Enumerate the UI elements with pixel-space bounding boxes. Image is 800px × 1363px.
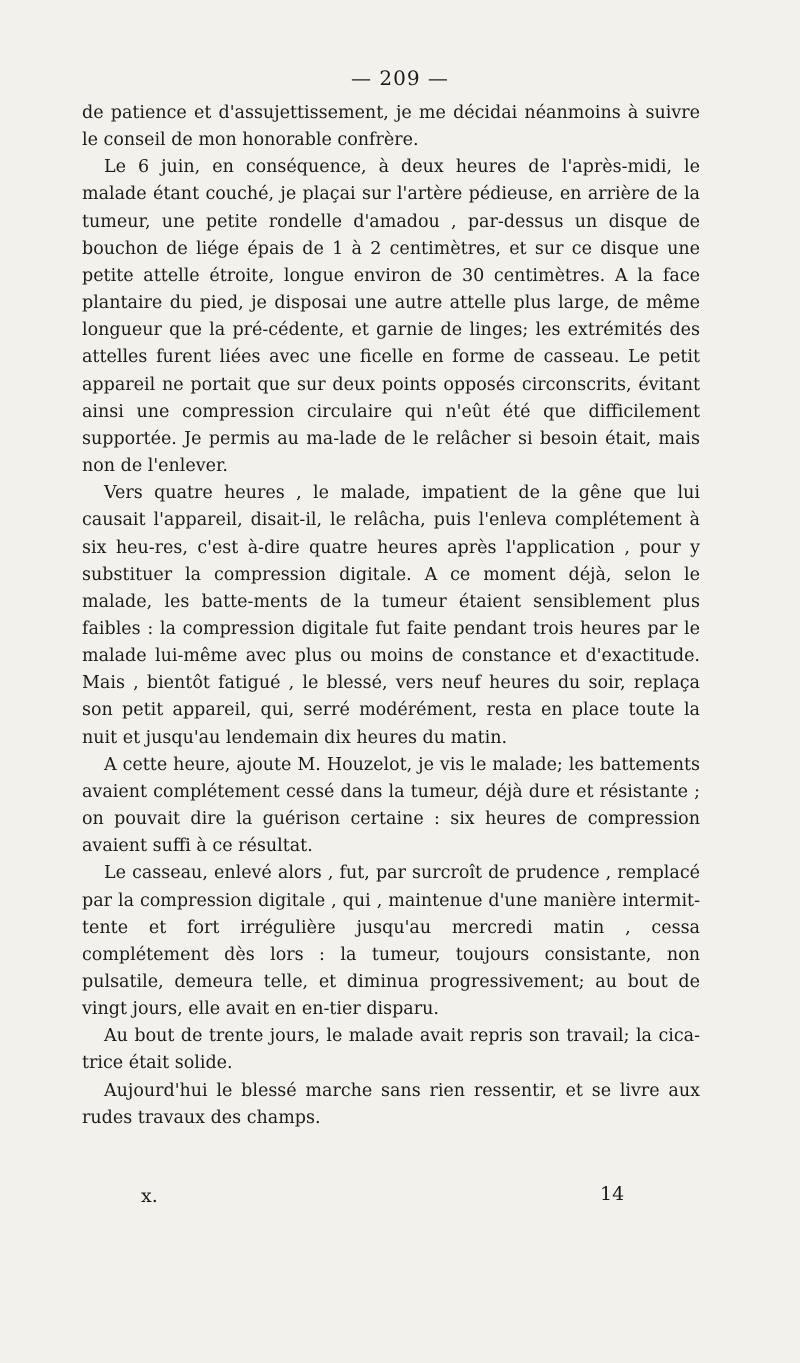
paragraph-conclusion: Aujourd'hui le blessé marche sans rien ressentir, et se livre aux rudes travaux des champs. [82, 1080, 700, 1128]
page-number: — 209 — [351, 66, 449, 90]
paragraph-observation: A cette heure, ajoute M. Houzelot, je vis le malade; les battements avaient complétement cessé dans la tumeur, déjà dure et résistante ; on pouvait dire la guérison certaine : six heures de compression avaient suffi à ce résultat. [82, 754, 700, 857]
sheet-number: 14 [600, 1183, 625, 1205]
paragraph-recovery: Au bout de trente jours, le malade avait repris son travail; la cica-trice était solide. [82, 1026, 700, 1074]
signature-mark: x. [141, 1185, 158, 1207]
paragraph-treatment: Le 6 juin, en conséquence, à deux heures de l'après-midi, le malade étant couché, je plaçai sur l'artère pédieuse, en arrière de la tumeur, une petite rondelle d'amadou , par-dessus un disque de bouchon de liége épais de 1 à 2 centimètres, et sur ce disque une petite attelle étroite, longue environ de 30 centimètres. A la face plantaire du pied, je disposai une autre attelle plus large, de même longueur que la pré-cédente, et garnie de linges; les extrémités des attelles furent liées avec une ficelle en forme de casseau. Le petit appareil ne portait que sur deux points opposés circonscrits, évitant ainsi une compression circulaire qui n'eût été que difficilement supportée. Je permis au ma-lade de le relâcher si besoin était, mais non de l'enlever. [82, 157, 700, 477]
paragraph-follow-up: Le casseau, enlevé alors , fut, par surcroît de prudence , remplacé par la compression digitale , qui , maintenue d'une manière intermit-tente et fort irrégulière jusqu'au mercredi matin , cessa complétement dès lors : la tumeur, toujours consistante, non pulsatile, demeura telle, et diminua progressivement; au bout de vingt jours, elle avait en en-tier disparu. [82, 863, 700, 1020]
paragraph-digital-compression: Vers quatre heures , le malade, impatient de la gêne que lui causait l'appareil, disait-il, le relâcha, puis l'enleva complétement à six heu-res, c'est à-dire quatre heures après l'application , pour y substituer la compression digitale. A ce moment déjà, selon le malade, les batte-ments de la tumeur étaient sensiblement plus faibles : la compression digitale fut faite pendant trois heures par le malade lui-même avec plus ou moins de constance et d'exactitude. Mais , bientôt fatigué , le blessé, vers neuf heures du soir, replaça son petit appareil, qui, serré modérément, resta en place toute la nuit et jusqu'au lendemain dix heures du matin. [82, 483, 700, 748]
paragraph-continuation: de patience et d'assujettissement, je me décidai néanmoins à suivre le conseil de mon honorable confrère. [82, 103, 700, 151]
body-text [82, 100, 700, 1132]
